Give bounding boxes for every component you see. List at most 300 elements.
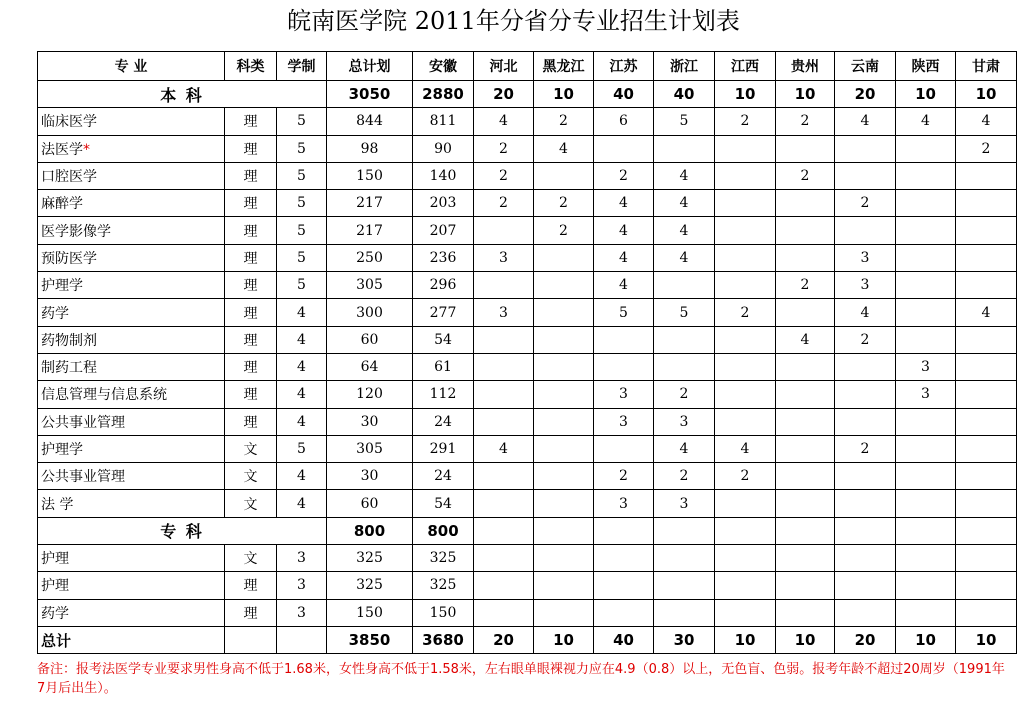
quota-cell: 6: [594, 108, 654, 135]
quota-cell: [896, 490, 956, 517]
column-header: 专 业: [38, 52, 225, 81]
table-row: [38, 135, 1017, 162]
table-body: [38, 81, 1017, 654]
quota-cell: 4: [654, 190, 715, 217]
section-total-cell: [534, 517, 594, 544]
quota-cell: 2: [534, 190, 594, 217]
page-title: 皖南医学院 2011年分省分专业招生计划表: [287, 7, 740, 35]
quota-cell: 203: [413, 190, 474, 217]
quota-cell: 3: [474, 244, 534, 271]
quota-cell: 3: [896, 381, 956, 408]
quota-cell: 2: [474, 190, 534, 217]
section-total-cell: [896, 517, 956, 544]
quota-cell: 120: [327, 381, 413, 408]
quota-cell: 325: [413, 572, 474, 599]
quota-cell: [715, 353, 776, 380]
quota-cell: 4: [594, 244, 654, 271]
quota-cell: 2: [654, 381, 715, 408]
quota-cell: 2: [835, 435, 896, 462]
quota-cell: [896, 135, 956, 162]
duration-cell: 4: [277, 490, 327, 517]
duration-cell: 5: [277, 272, 327, 299]
grand-total-cell: 20: [835, 626, 896, 653]
subject-type-cell: 理: [225, 108, 277, 135]
quota-cell: [594, 599, 654, 626]
quota-cell: [654, 135, 715, 162]
column-header: 甘肃: [956, 52, 1017, 81]
quota-cell: [654, 572, 715, 599]
quota-cell: 4: [474, 435, 534, 462]
quota-cell: [896, 326, 956, 353]
quota-cell: 4: [594, 190, 654, 217]
duration-cell: 4: [277, 299, 327, 326]
quota-cell: 4: [594, 272, 654, 299]
quota-cell: [835, 408, 896, 435]
quota-cell: 61: [413, 353, 474, 380]
quota-cell: [776, 490, 835, 517]
empty-cell: [277, 626, 327, 653]
quota-cell: 3: [654, 408, 715, 435]
footnote: 备注：报考法医学专业要求男性身高不低于1.68米，女性身高不低于1.58米，左右眼单眼裸视力应在4.9（0.8）以上，无色盲、色弱。报考年龄不超过20周岁（1991年7月后出生）。: [37, 662, 1005, 696]
quota-cell: [534, 408, 594, 435]
quota-cell: 291: [413, 435, 474, 462]
quota-cell: [534, 572, 594, 599]
grand-total-cell: 30: [654, 626, 715, 653]
major-name: 信息管理与信息系统: [41, 387, 167, 404]
column-header: 贵州: [776, 52, 835, 81]
grand-total-cell: 3680: [413, 626, 474, 653]
subject-type-cell: 理: [225, 599, 277, 626]
quota-cell: [474, 545, 534, 572]
quota-cell: 305: [327, 272, 413, 299]
quota-cell: [534, 545, 594, 572]
subject-type-cell: 文: [225, 435, 277, 462]
major-name-cell: [38, 435, 225, 462]
table-row: [38, 381, 1017, 408]
quota-cell: 2: [835, 190, 896, 217]
quota-cell: 305: [327, 435, 413, 462]
quota-cell: [776, 545, 835, 572]
quota-cell: 325: [327, 545, 413, 572]
section-total-cell: 10: [776, 81, 835, 108]
subject-type-cell: 文: [225, 490, 277, 517]
quota-cell: [835, 463, 896, 490]
quota-cell: 2: [835, 326, 896, 353]
major-name: 药学: [41, 605, 69, 622]
major-name-cell: [38, 408, 225, 435]
quota-cell: [534, 435, 594, 462]
quota-cell: [835, 381, 896, 408]
table-row: [38, 599, 1017, 626]
major-name: 麻醉学: [41, 196, 83, 213]
quota-cell: 2: [776, 272, 835, 299]
major-name-cell: [38, 299, 225, 326]
subject-type-cell: 理: [225, 217, 277, 244]
quota-cell: [956, 244, 1017, 271]
quota-cell: [956, 408, 1017, 435]
duration-cell: 5: [277, 108, 327, 135]
table-row: [38, 244, 1017, 271]
major-name-cell: [38, 353, 225, 380]
quota-cell: [896, 408, 956, 435]
column-header: 浙江: [654, 52, 715, 81]
quota-cell: [776, 599, 835, 626]
quota-cell: 2: [594, 463, 654, 490]
quota-cell: [715, 599, 776, 626]
quota-cell: [896, 190, 956, 217]
quota-cell: 2: [594, 162, 654, 189]
grand-total-cell: 20: [474, 626, 534, 653]
section-total-cell: 800: [327, 517, 413, 544]
major-name: 医学影像学: [41, 223, 111, 240]
section-total-cell: 2880: [413, 81, 474, 108]
quota-cell: 98: [327, 135, 413, 162]
quota-cell: [654, 545, 715, 572]
subject-type-cell: 理: [225, 381, 277, 408]
quota-cell: [474, 463, 534, 490]
table-row: [38, 545, 1017, 572]
subject-type-cell: 理: [225, 244, 277, 271]
section-total-cell: [715, 517, 776, 544]
quota-cell: 3: [654, 490, 715, 517]
quota-cell: 60: [327, 490, 413, 517]
major-name-cell: [38, 190, 225, 217]
quota-cell: [956, 217, 1017, 244]
table-row: [38, 490, 1017, 517]
major-name: 药学: [41, 305, 69, 322]
quota-cell: 150: [327, 599, 413, 626]
quota-cell: 277: [413, 299, 474, 326]
quota-cell: [896, 162, 956, 189]
quota-cell: [956, 545, 1017, 572]
quota-cell: 3: [594, 381, 654, 408]
quota-cell: [474, 272, 534, 299]
quota-cell: [594, 435, 654, 462]
quota-cell: 2: [534, 108, 594, 135]
quota-cell: [715, 326, 776, 353]
grand-total-cell: 3850: [327, 626, 413, 653]
duration-cell: 5: [277, 190, 327, 217]
subject-type-cell: 文: [225, 463, 277, 490]
duration-cell: 4: [277, 381, 327, 408]
major-name-cell: [38, 244, 225, 271]
subject-type-cell: 理: [225, 353, 277, 380]
column-header: 河北: [474, 52, 534, 81]
quota-cell: [776, 353, 835, 380]
quota-cell: 3: [835, 244, 896, 271]
column-header: 江苏: [594, 52, 654, 81]
quota-cell: [835, 490, 896, 517]
quota-cell: [835, 599, 896, 626]
quota-cell: 4: [534, 135, 594, 162]
major-name: 制药工程: [41, 360, 97, 377]
column-header: 云南: [835, 52, 896, 81]
duration-cell: 5: [277, 244, 327, 271]
major-name-cell: [38, 490, 225, 517]
quota-cell: [715, 381, 776, 408]
section-total-cell: [594, 517, 654, 544]
major-name: 护理学: [41, 442, 83, 458]
quota-cell: [776, 381, 835, 408]
quota-cell: 217: [327, 190, 413, 217]
quota-cell: [715, 408, 776, 435]
quota-cell: [534, 244, 594, 271]
quota-cell: [835, 353, 896, 380]
table-row: [38, 108, 1017, 135]
major-name: 公共事业管理: [41, 469, 125, 486]
quota-cell: [896, 463, 956, 490]
subject-type-cell: 文: [225, 545, 277, 572]
major-name: 预防医学: [41, 250, 97, 267]
quota-cell: 60: [327, 326, 413, 353]
quota-cell: [594, 135, 654, 162]
section-label: 专 科: [38, 517, 327, 544]
quota-cell: [835, 545, 896, 572]
quota-cell: [715, 572, 776, 599]
quota-cell: 3: [594, 490, 654, 517]
quota-cell: 250: [327, 244, 413, 271]
major-name-cell: [38, 326, 225, 353]
duration-cell: 5: [277, 162, 327, 189]
section-total-cell: 10: [534, 81, 594, 108]
quota-cell: [715, 217, 776, 244]
quota-cell: [896, 599, 956, 626]
quota-cell: 2: [474, 162, 534, 189]
quota-cell: [776, 299, 835, 326]
quota-cell: 4: [835, 299, 896, 326]
section-total-cell: [654, 517, 715, 544]
quota-cell: [474, 217, 534, 244]
grand-total-cell: 10: [715, 626, 776, 653]
quota-cell: [715, 162, 776, 189]
quota-cell: [654, 272, 715, 299]
quota-cell: 2: [715, 463, 776, 490]
quota-cell: [534, 162, 594, 189]
section-row: [38, 517, 1017, 544]
quota-cell: [776, 435, 835, 462]
major-name: 护理: [41, 551, 69, 568]
empty-cell: [225, 626, 277, 653]
quota-cell: [594, 572, 654, 599]
section-total-cell: 20: [474, 81, 534, 108]
quota-cell: [956, 599, 1017, 626]
quota-cell: [956, 162, 1017, 189]
quota-cell: 4: [896, 108, 956, 135]
quota-cell: 2: [776, 162, 835, 189]
quota-cell: 5: [654, 299, 715, 326]
quota-cell: 150: [327, 162, 413, 189]
table-row: [38, 217, 1017, 244]
quota-cell: [956, 190, 1017, 217]
asterisk-mark: *: [83, 141, 90, 158]
major-name: 口腔医学: [41, 169, 97, 186]
major-name: 药物制剂: [41, 332, 97, 349]
major-name-cell: [38, 599, 225, 626]
quota-cell: [956, 490, 1017, 517]
quota-cell: 2: [715, 108, 776, 135]
quota-cell: 140: [413, 162, 474, 189]
table-row: [38, 408, 1017, 435]
quota-cell: 3: [835, 272, 896, 299]
quota-cell: [534, 272, 594, 299]
quota-cell: [474, 381, 534, 408]
table-row: [38, 299, 1017, 326]
quota-cell: [956, 272, 1017, 299]
section-row: [38, 81, 1017, 108]
duration-cell: 4: [277, 326, 327, 353]
quota-cell: [654, 353, 715, 380]
quota-cell: [956, 463, 1017, 490]
quota-cell: [776, 217, 835, 244]
quota-cell: 4: [654, 217, 715, 244]
duration-cell: 4: [277, 408, 327, 435]
quota-cell: [835, 217, 896, 244]
duration-cell: 3: [277, 599, 327, 626]
subject-type-cell: 理: [225, 190, 277, 217]
quota-cell: [956, 572, 1017, 599]
quota-cell: 4: [776, 326, 835, 353]
quota-cell: 300: [327, 299, 413, 326]
quota-cell: [474, 490, 534, 517]
quota-cell: [776, 135, 835, 162]
quota-cell: [835, 162, 896, 189]
major-name-cell: [38, 572, 225, 599]
grand-total-row: [38, 626, 1017, 653]
table-row: [38, 326, 1017, 353]
duration-cell: 3: [277, 572, 327, 599]
quota-cell: 4: [956, 108, 1017, 135]
subject-type-cell: 理: [225, 299, 277, 326]
quota-cell: [594, 545, 654, 572]
subject-type-cell: 理: [225, 162, 277, 189]
section-total-cell: [956, 517, 1017, 544]
quota-cell: 2: [715, 299, 776, 326]
quota-cell: [896, 572, 956, 599]
quota-cell: [896, 299, 956, 326]
section-total-cell: 10: [956, 81, 1017, 108]
quota-cell: [715, 545, 776, 572]
header-row: [38, 52, 1017, 81]
major-name: 公共事业管理: [41, 414, 125, 431]
section-total-cell: 40: [654, 81, 715, 108]
section-total-cell: [474, 517, 534, 544]
quota-cell: [474, 353, 534, 380]
quota-cell: 4: [594, 217, 654, 244]
quota-cell: 2: [956, 135, 1017, 162]
major-name-cell: [38, 108, 225, 135]
major-name: 法医学: [41, 141, 83, 158]
table-row: [38, 190, 1017, 217]
quota-cell: 325: [327, 572, 413, 599]
section-total-cell: [835, 517, 896, 544]
column-header: 科类: [225, 52, 277, 81]
quota-cell: 4: [715, 435, 776, 462]
quota-cell: 30: [327, 463, 413, 490]
quota-cell: [956, 326, 1017, 353]
quota-cell: 296: [413, 272, 474, 299]
quota-cell: 4: [654, 244, 715, 271]
column-header: 总计划: [327, 52, 413, 81]
enrollment-plan-table: [37, 51, 1017, 654]
quota-cell: 325: [413, 545, 474, 572]
subject-type-cell: 理: [225, 326, 277, 353]
grand-total-cell: 10: [776, 626, 835, 653]
subject-type-cell: 理: [225, 272, 277, 299]
table-row: [38, 463, 1017, 490]
quota-cell: 4: [956, 299, 1017, 326]
major-name-cell: [38, 217, 225, 244]
column-header: 江西: [715, 52, 776, 81]
major-name-cell: [38, 162, 225, 189]
column-header: 黑龙江: [534, 52, 594, 81]
duration-cell: 4: [277, 353, 327, 380]
major-name: 临床医学: [41, 114, 97, 131]
quota-cell: 3: [896, 353, 956, 380]
major-name: 护理学: [41, 278, 83, 295]
major-name-cell: [38, 545, 225, 572]
subject-type-cell: 理: [225, 135, 277, 162]
table-row: [38, 572, 1017, 599]
quota-cell: 236: [413, 244, 474, 271]
quota-cell: 24: [413, 408, 474, 435]
quota-cell: [715, 490, 776, 517]
quota-cell: [474, 408, 534, 435]
quota-cell: [654, 599, 715, 626]
quota-cell: [776, 190, 835, 217]
quota-cell: [534, 463, 594, 490]
quota-cell: [474, 326, 534, 353]
quota-cell: 811: [413, 108, 474, 135]
table-row: [38, 272, 1017, 299]
quota-cell: 2: [776, 108, 835, 135]
quota-cell: [534, 353, 594, 380]
section-total-cell: 20: [835, 81, 896, 108]
quota-cell: [896, 244, 956, 271]
major-name-cell: [38, 463, 225, 490]
section-total-cell: [776, 517, 835, 544]
section-total-cell: 40: [594, 81, 654, 108]
quota-cell: 2: [474, 135, 534, 162]
quota-cell: [534, 599, 594, 626]
quota-cell: 5: [654, 108, 715, 135]
quota-cell: 150: [413, 599, 474, 626]
duration-cell: 5: [277, 217, 327, 244]
duration-cell: 3: [277, 545, 327, 572]
quota-cell: 4: [474, 108, 534, 135]
quota-cell: [474, 599, 534, 626]
quota-cell: [715, 272, 776, 299]
quota-cell: [956, 353, 1017, 380]
grand-total-cell: 10: [534, 626, 594, 653]
subject-type-cell: 理: [225, 408, 277, 435]
quota-cell: [654, 326, 715, 353]
quota-cell: [534, 299, 594, 326]
grand-total-cell: 40: [594, 626, 654, 653]
quota-cell: [776, 408, 835, 435]
quota-cell: 3: [594, 408, 654, 435]
section-total-cell: 10: [715, 81, 776, 108]
quota-cell: [776, 244, 835, 271]
quota-cell: 844: [327, 108, 413, 135]
quota-cell: 2: [654, 463, 715, 490]
quota-cell: [594, 353, 654, 380]
quota-cell: [835, 135, 896, 162]
subject-type-cell: 理: [225, 572, 277, 599]
quota-cell: [896, 545, 956, 572]
section-total-cell: 3050: [327, 81, 413, 108]
section-total-cell: 800: [413, 517, 474, 544]
grand-total-label: 总计: [38, 626, 225, 653]
